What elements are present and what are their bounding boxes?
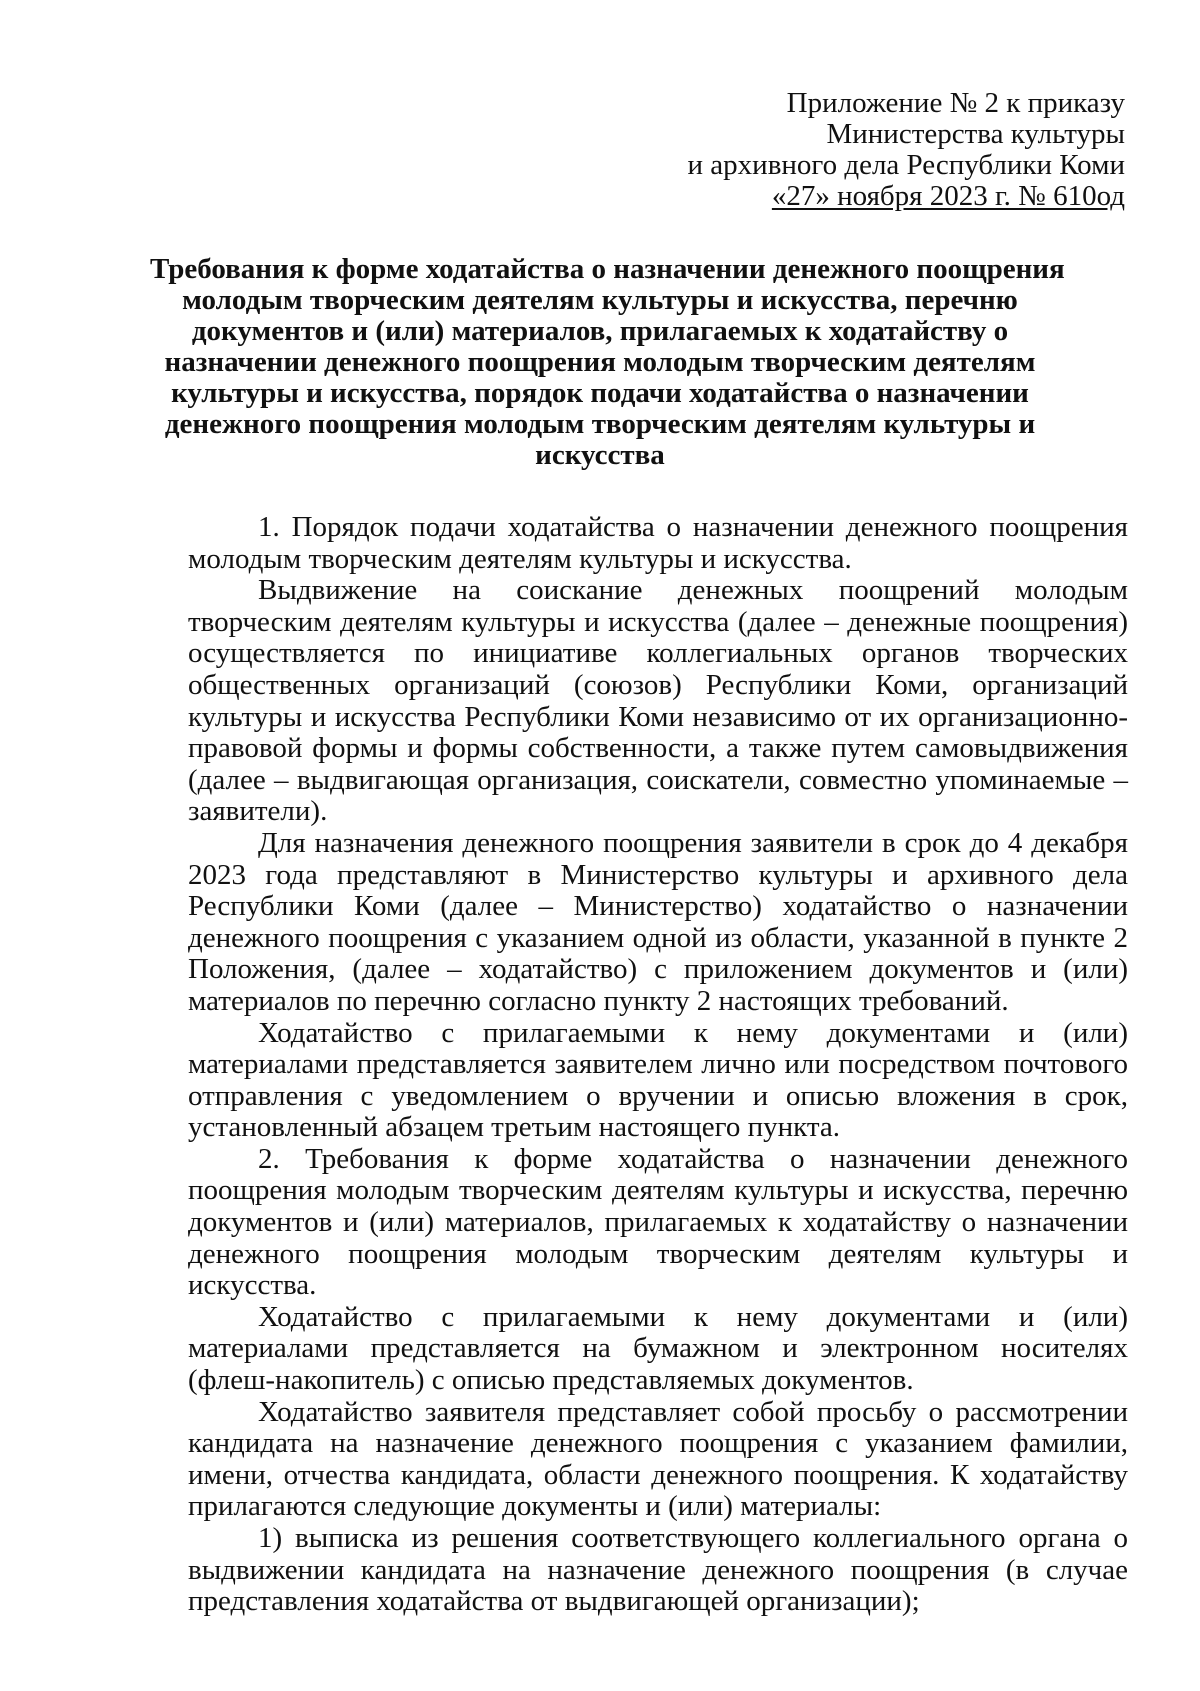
appendix-line-2: Министерства культуры bbox=[826, 118, 1125, 150]
paragraph-petition-content: Ходатайство заявителя представляет собой просьбу о рассмотрении кандидата на назначение денежного поощрения с указанием фамилии, имени, отчества кандидата, области денежного поощрения. К ходатайству прилагаются следующие документы и (или) материалы: bbox=[188, 1395, 1128, 1523]
paragraph-section-2-heading: 2. Требования к форме ходатайства о назначении денежного поощрения молодым творческим деятелям культуры и искусства, перечню документов и (или) материалов, прилагаемых к ходатайству о назначении денежного поощрения молодым творческим деятелям культуры и искусства. bbox=[188, 1142, 1128, 1302]
title-line-4: назначении денежного поощрения молодым творческим деятелям bbox=[164, 346, 1036, 378]
paragraph-media: Ходатайство с прилагаемыми к нему документами и (или) материалами представляется на бумажном и электронном носителях (флеш-накопитель) с описью представляемых документов. bbox=[188, 1300, 1128, 1397]
paragraph-section-1-heading: 1. Порядок подачи ходатайства о назначении денежного поощрения молодым творческим деятелям культуры и искусства. bbox=[188, 511, 1128, 575]
list-item-1: 1) выписка из решения соответствующего коллегиального органа о выдвижении кандидата на назначение денежного поощрения (в случае представления ходатайства от выдвигающей организации); bbox=[188, 1522, 1128, 1618]
title-line-2: молодым творческим деятелям культуры и искусства, перечню bbox=[182, 284, 1018, 316]
title-line-6: денежного поощрения молодым творческим деятелям культуры и bbox=[164, 408, 1036, 440]
appendix-reference bbox=[688, 88, 1125, 212]
paragraph-deadline: Для назначения денежного поощрения заявители в срок до 4 декабря 2023 года представляют в Министерство культуры и архивного дела Республики Коми (далее – Министерство) ходатайство о назначении денежного поощрения с указанием одной из области, указанной в пункте 2 Положения, (далее – ходатайство) с приложением документов и (или) материалов по перечню согласно пункту 2 настоящих требований. bbox=[188, 826, 1128, 1017]
title-line-7: искусства bbox=[535, 439, 665, 471]
paragraph-submission-method: Ходатайство с прилагаемыми к нему документами и (или) материалами представляется заявителем лично или посредством почтового отправления с уведомлением о вручении и описью вложения в срок, установленный абзацем третьим настоящего пункта. bbox=[188, 1016, 1128, 1144]
document-title bbox=[150, 253, 1065, 471]
title-line-1: Требования к форме ходатайства о назначении денежного поощрения bbox=[150, 253, 1065, 285]
appendix-line-3: и архивного дела Республики Коми bbox=[687, 149, 1125, 181]
title-line-5: культуры и искусства, порядок подачи ходатайства о назначении bbox=[171, 377, 1029, 409]
title-line-3: документов и (или) материалов, прилагаемых к ходатайству о bbox=[191, 315, 1009, 347]
paragraph-nomination: Выдвижение на соискание денежных поощрений молодым творческим деятелям культуры и искусства (далее – денежные поощрения) осуществляется по инициативе коллегиальных органов творческих общественных организаций (союзов) Республики Коми, организаций культуры и искусства Республики Коми независимо от их организационно-правовой формы и формы собственности, а также путем самовыдвижения (далее – выдвигающая организация, соискатели, совместно упоминаемые – заявители). bbox=[188, 574, 1128, 828]
document-body bbox=[188, 512, 1128, 1618]
appendix-order-date: «27» ноября 2023 г. № 610од bbox=[771, 180, 1125, 212]
appendix-line-1: Приложение № 2 к приказу bbox=[786, 87, 1125, 119]
